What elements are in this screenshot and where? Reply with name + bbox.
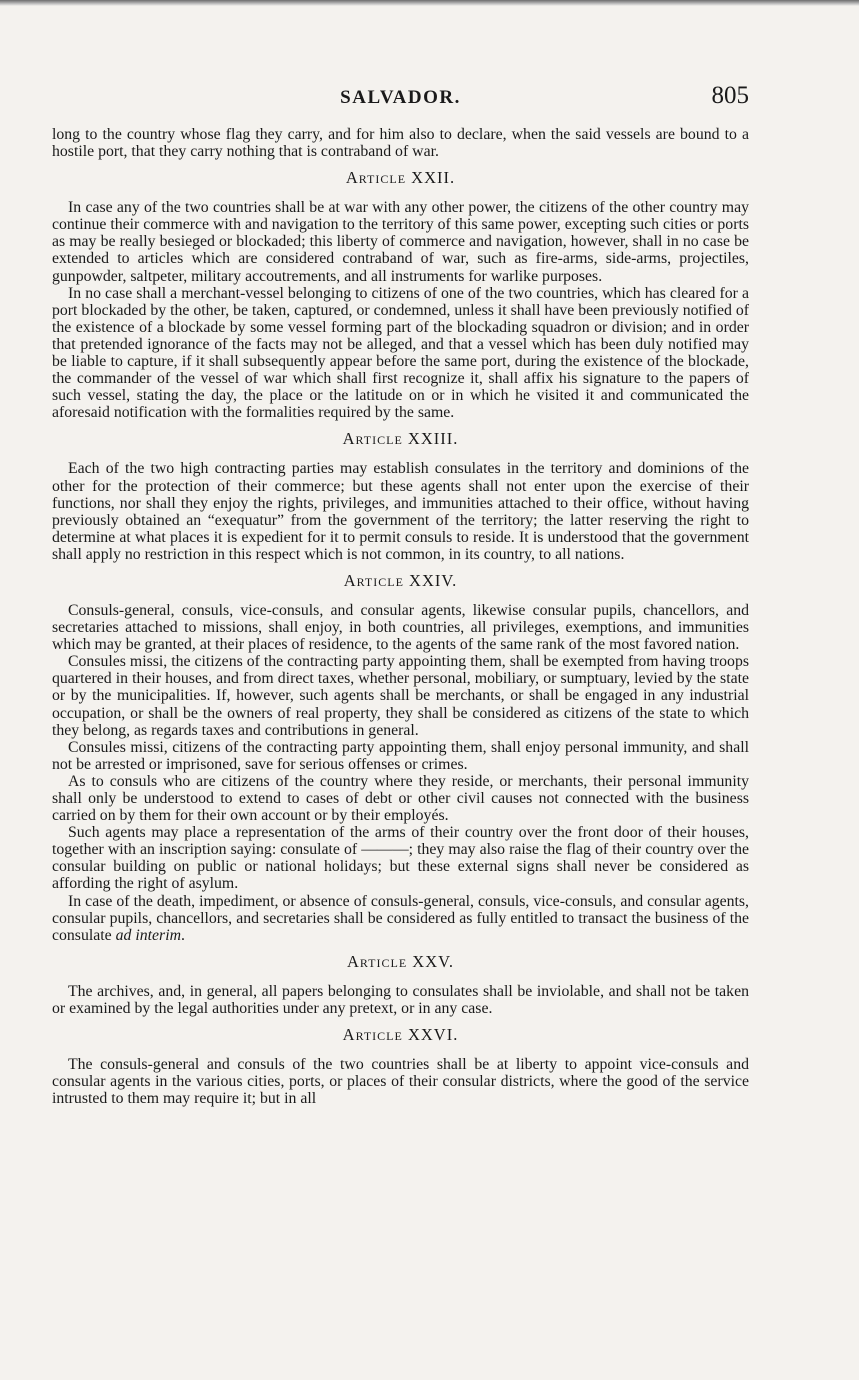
article-xxiv-paragraph-6-end: . — [181, 926, 185, 944]
article-xxiv-paragraph-2: Consules missi, the citizens of the contracting party appointing them, shall be exempted from having troops quartered in their houses, and from direct taxes, whether personal, mobiliary, or sumptuary, levied by the state or by the municipalities. If, however, such agents shall be merchants, or shall be engaged in any industrial occupation, or shall be the owners of real property, they shall be considered as citizens of the state to which they belong, as regards taxes and contributions in general. — [52, 653, 749, 739]
running-title: SALVADOR. — [340, 87, 461, 108]
article-xxv-paragraph-1: The archives, and, in general, all papers belonging to consulates shall be inviolable, and shall not be taken or examined by the legal authorities under any pretext, or in any case. — [52, 982, 749, 1017]
article-xxii-heading: Article XXII. — [345, 168, 456, 188]
page-body — [52, 126, 749, 1107]
article-xxiii-heading: Article XXIII. — [342, 429, 459, 449]
article-xxiii-paragraph-1: Each of the two high contracting parties may establish consulates in the territory and dominions of the other for the protection of their commerce; but these agents shall not enter upon the exercise of their functions, nor shall they enjoy the rights, privileges, and immunities attached to their office, without having previously obtained an “exequatur” from the government of the territory; the latter reserving the right to determine at what places it is expedient for it to permit consuls to reside. It is understood that the government shall apply no restriction in this respect which is not common, in its country, to all nations. — [52, 460, 749, 563]
article-xxiv-heading: Article XXIV. — [343, 570, 458, 590]
article-xxiv-paragraph-1: Consuls-general, consuls, vice-consuls, and consular agents, likewise consular pupils, chancellors, and secretaries attached to missions, shall enjoy, in both countries, all privileges, exemptions, and immunities which may be granted, at their places of residence, to the agents of the same rank of the most favored nation. — [52, 601, 749, 654]
carryover-paragraph: long to the country whose flag they carry, and for him also to declare, when the said vessels are bound to a hostile port, that they carry nothing that is contraband of war. — [52, 126, 749, 161]
article-xxii-paragraph-1: In case any of the two countries shall be at war with any other power, the citizens of the other country may continue their commerce with and navigation to the territory of this same power, excepting such cities or ports as may be really besieged or blockaded; this liberty of commerce and navigation, however, shall in no case be extended to articles which are considered contraband of war, such as fire-arms, side-arms, projectiles, gunpowder, saltpeter, military accoutrements, and all instruments for warlike purposes. — [52, 199, 749, 285]
article-xxiv-paragraph-6-text: In case of the death, impediment, or absence of consuls-general, consuls, vice-consuls, and consular agents, consular pupils, chancellors, and secretaries shall be considered as fully entitled to transact the business of the consulate — [52, 892, 749, 944]
page-number: 805 — [711, 82, 749, 109]
article-xxvi-paragraph-1: The consuls-general and consuls of the two countries shall be at liberty to appoint vice-consuls and consular agents in the various cities, ports, or places of their consular districts, where the good of the service intrusted to them may require it; but in all — [52, 1056, 749, 1108]
article-xxv-heading: Article XXV. — [346, 951, 455, 971]
article-xxii-paragraph-2: In no case shall a merchant-vessel belonging to citizens of one of the two countries, which has cleared for a port blockaded by the other, be taken, captured, or condemned, unless it shall have been previously notified of the existence of a blockade by some vessel forming part of the blockading squadron or division; and in order that pretended ignorance of the facts may not be alleged, and that a vessel which has been duly notified may be liable to capture, if it shall subsequently appear before the same port, during the existence of the blockade, the commander of the vessel of war which shall first recognize it, shall affix his signature to the papers of such vessel, stating the day, the place or the latitude on or in which he visited it and communicated the aforesaid notification with the formalities required by the same. — [52, 284, 749, 422]
article-xxiv-paragraph-5: Such agents may place a representation of the arms of their country over the front door of their houses, together with an inscription saying: consulate of ———; they may also raise the flag of their country over the consular building on public or national holidays; but these external signs shall never be considered as affording the right of asylum. — [52, 824, 749, 893]
page-header — [52, 82, 749, 116]
article-xxiv-paragraph-3: Consules missi, citizens of the contracting party appointing them, shall enjoy personal immunity, and shall not be arrested or imprisoned, save for serious offenses or crimes. — [52, 738, 749, 773]
scan-edge — [0, 0, 859, 6]
article-xxvi-heading: Article XXVI. — [342, 1025, 459, 1045]
ad-interim-italic: ad interim — [115, 926, 181, 944]
article-xxiv-paragraph-4: As to consuls who are citizens of the country where they reside, or merchants, their personal immunity shall only be understood to extend to cases of debt or other civil causes not connected with the business carried on by them for their own account or by their employés. — [52, 772, 749, 825]
article-xxiv-paragraph-6 — [52, 893, 749, 944]
